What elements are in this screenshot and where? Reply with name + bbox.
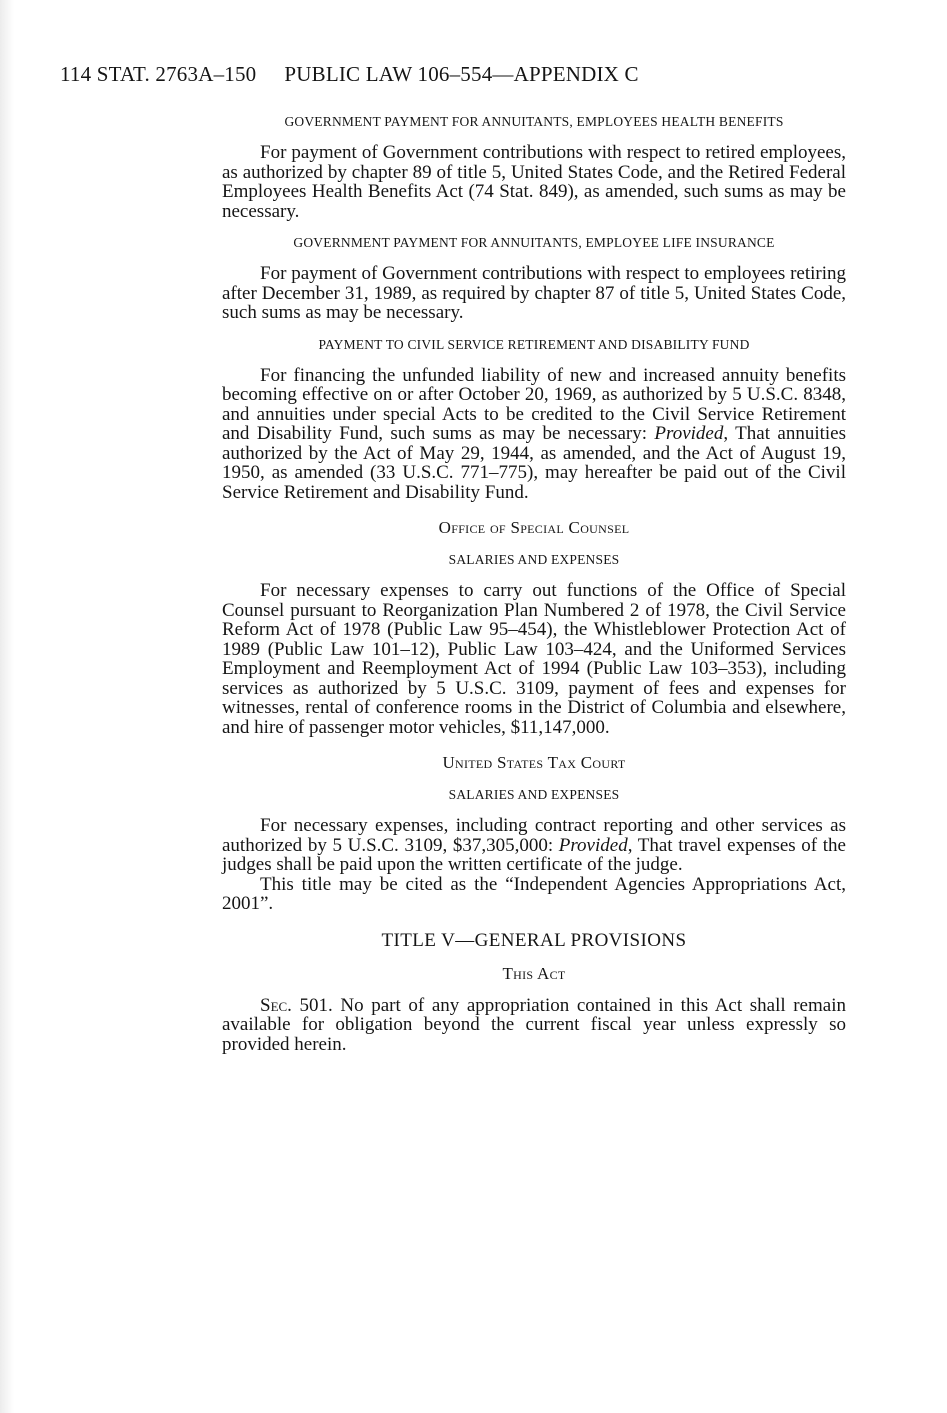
paragraph-short-title: This title may be cited as the “Independent Agencies Appropriations Act, 2001”.	[222, 873, 846, 914]
scan-edge-shadow	[0, 0, 14, 1413]
paragraph-sec-501	[222, 996, 846, 1055]
paragraph-health-benefits: For payment of Government contributions with respect to retired employees, as authorized by chapter 89 of title 5, United States Code, and the Retired Federal Employees Health Benefits Act (74 Stat. 849), as amended, such sums as may be necessary.	[222, 142, 846, 222]
statute-page-reference: 114 STAT. 2763A–150	[60, 62, 257, 86]
running-header	[60, 62, 639, 87]
retirement-text-part-1: For financing the unfunded liability of new and increased annuity benefits becoming effective on or after October 20, 1969, as authorized by 5 U.S.C. 8348, and annuities under special Acts to be credited to the Civil Service Retirement and Disability Fund, such sums as may be necessary:	[222, 364, 846, 444]
paragraph-retirement-fund	[222, 366, 846, 503]
title-v-heading: TITLE V—GENERAL PROVISIONS	[381, 929, 687, 951]
heading-tax-salaries: SALARIES AND EXPENSES	[448, 787, 620, 802]
heading-retirement-fund: PAYMENT TO CIVIL SERVICE RETIREMENT AND DISABILITY FUND	[318, 336, 750, 352]
agency-tax-court: United States Tax Court	[442, 753, 626, 772]
paragraph-osc-salaries: For necessary expenses to carry out functions of the Office of Special Counsel pursuant to Reorganization Plan Numbered 2 of 1978, the Civil Service Reform Act of 1978 (Public Law 95–454), the Whistleblower Protection Act of 1989 (Public Law 101–12), Public Law 103–424, and the Uniformed Services Employment and Reemployment Act of 1994 (Public Law 103–353), including services as authorized by 5 U.S.C. 3109, payment of fees and expenses for witnesses, rental of conference rooms in the District of Columbia and elsewhere, and hire of passenger motor vehicles, $11,147,000.	[222, 580, 846, 738]
heading-this-act: This Act	[502, 963, 566, 983]
paragraph-life-insurance: For payment of Government contributions with respect to employees retiring after December 31, 1989, as required by chapter 87 of title 5, United States Code, such sums as may be necessary.	[222, 263, 846, 323]
heading-osc-salaries: SALARIES AND EXPENSES	[448, 552, 620, 567]
sec-501-text: No part of any appropriation contained in this Act shall remain available for obligation beyond the current fiscal year unless expressly so provided herein.	[222, 994, 846, 1055]
provided-italic: Provided	[654, 423, 724, 444]
heading-life-insurance: GOVERNMENT PAYMENT FOR ANNUITANTS, EMPLOYEE LIFE INSURANCE	[293, 235, 775, 250]
public-law-title: PUBLIC LAW 106–554—APPENDIX C	[284, 62, 639, 86]
paragraph-tax-salaries	[222, 816, 846, 875]
heading-health-benefits: GOVERNMENT PAYMENT FOR ANNUITANTS, EMPLOYEES HEALTH BENEFITS	[284, 114, 784, 129]
agency-office-special-counsel: Office of Special Counsel	[438, 518, 630, 537]
document-body	[222, 112, 846, 1066]
tax-text-part-2: , That travel expenses of the judges shall be paid upon the written certificate of the judge.	[222, 834, 846, 875]
tax-text-part-1: For necessary expenses, including contract reporting and other services as authorized by 5 U.S.C. 3109, $37,305,000:	[222, 815, 846, 856]
sec-501-label: Sec. 501.	[260, 994, 333, 1016]
tax-provided-italic: Provided	[558, 834, 628, 856]
retirement-text-part-2: , That annuities authorized by the Act of May 29, 1944, as amended, and the Act of August 19, 1950, as amended (33 U.S.C. 771–775), may hereafter be paid out of the Civil Service Retirement and Disability Fund.	[222, 423, 847, 503]
